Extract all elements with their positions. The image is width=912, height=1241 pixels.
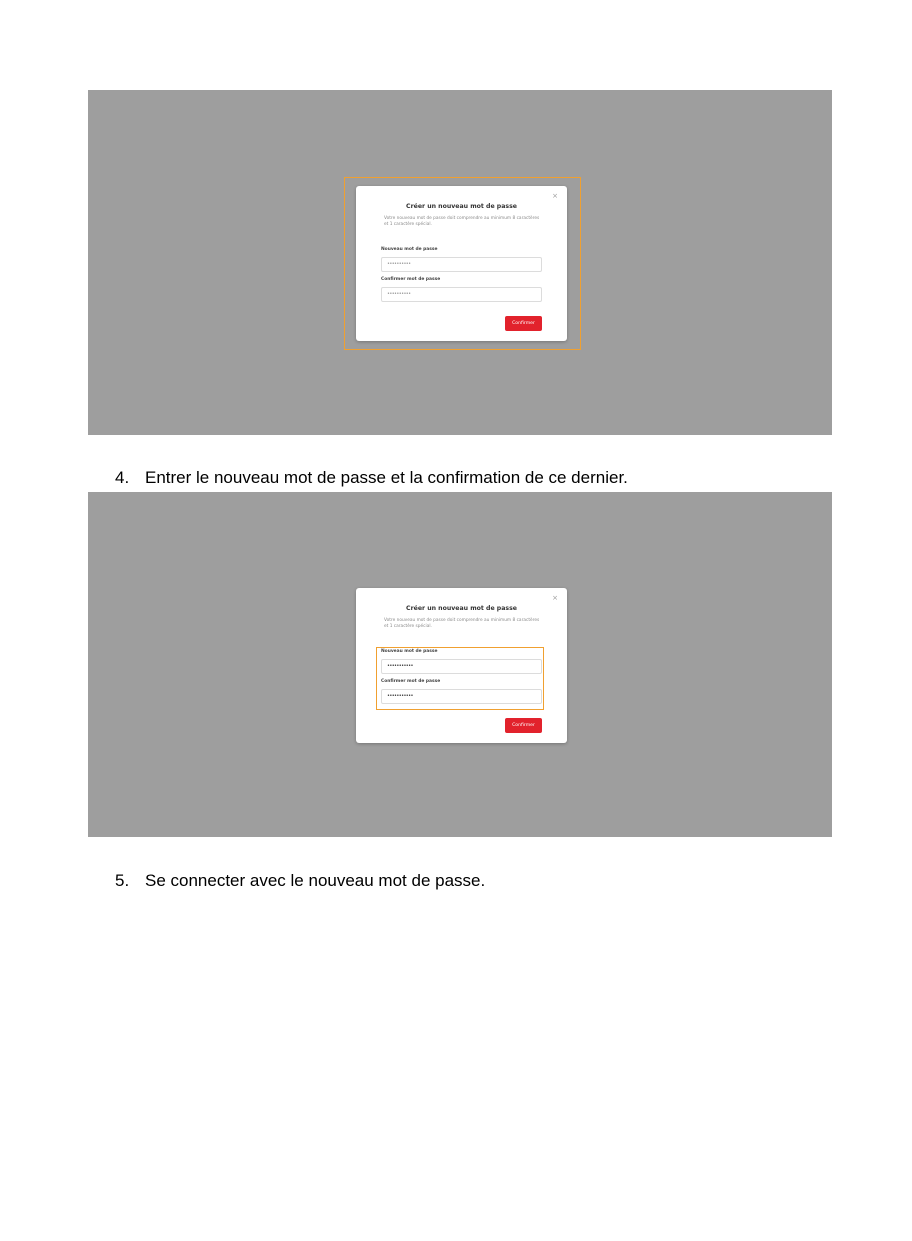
confirm-password-input[interactable]: ••••••••••• <box>381 689 542 704</box>
new-password-modal <box>356 588 567 743</box>
modal-title: Créer un nouveau mot de passe <box>406 605 517 612</box>
step-4 <box>115 468 628 488</box>
new-password-label: Nouveau mot de passe <box>381 247 438 252</box>
screenshot-modal-filled <box>88 492 832 837</box>
new-password-label: Nouveau mot de passe <box>381 649 438 654</box>
modal-description: Votre nouveau mot de passe doit comprendre au minimum 8 caractères et 1 caractère spécial. <box>384 618 540 629</box>
step-text: Entrer le nouveau mot de passe et la confirmation de ce dernier. <box>145 468 628 487</box>
new-password-input[interactable]: •••••••••• <box>381 257 542 272</box>
confirm-button[interactable]: Confirmer <box>505 316 542 331</box>
step-number: 4. <box>115 468 130 487</box>
new-password-modal <box>356 186 567 341</box>
modal-title: Créer un nouveau mot de passe <box>406 203 517 210</box>
confirm-password-label: Confirmer mot de passe <box>381 277 441 282</box>
close-icon[interactable]: × <box>552 192 558 200</box>
new-password-input[interactable]: ••••••••••• <box>381 659 542 674</box>
step-text: Se connecter avec le nouveau mot de passe. <box>145 871 486 890</box>
confirm-button[interactable]: Confirmer <box>505 718 542 733</box>
close-icon[interactable]: × <box>552 594 558 602</box>
step-number: 5. <box>115 871 130 890</box>
modal-description: Votre nouveau mot de passe doit comprendre au minimum 8 caractères et 1 caractère spécial. <box>384 216 540 227</box>
step-5 <box>115 871 485 891</box>
confirm-password-input[interactable]: •••••••••• <box>381 287 542 302</box>
screenshot-modal-empty <box>88 90 832 435</box>
confirm-password-label: Confirmer mot de passe <box>381 679 441 684</box>
